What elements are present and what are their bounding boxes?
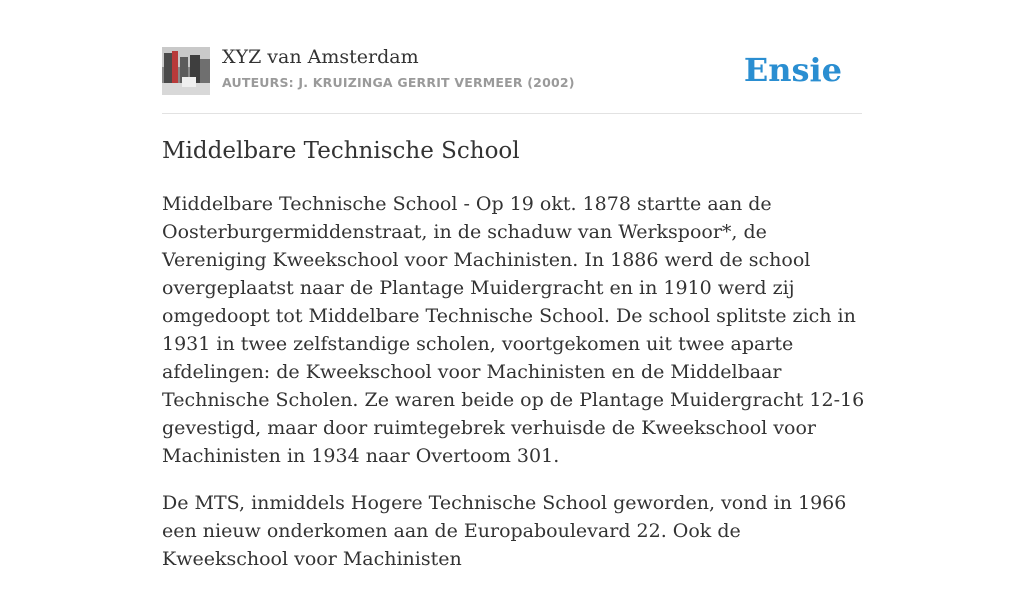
article-body	[162, 190, 867, 592]
article-heading: Middelbare Technische School	[162, 138, 520, 164]
header-divider	[162, 113, 862, 114]
book-title[interactable]: XYZ van Amsterdam	[222, 46, 419, 68]
book-cover-icon	[162, 47, 210, 95]
book-cover-avatar[interactable]	[162, 47, 210, 95]
article-paragraph: De MTS, inmiddels Hogere Technische School geworden, vond in 1966 een nieuw onderkomen aan de Europaboulevard 22. Ook de Kweekschool voor Machinisten	[162, 492, 847, 570]
book-authors: AUTEURS: J. KRUIZINGA GERRIT VERMEER (2002)	[222, 75, 575, 90]
article-paragraph: Middelbare Technische School - Op 19 okt. 1878 startte aan de Oosterburgermiddenstraat, in de schaduw van Werkspoor*, de Vereniging Kweekschool voor Machinisten. In 1886 werd de school overgeplaatst naar de Plantage Muidergracht en in 1910 werd zij omgedoopt tot Middelbare Technische School. De school splitste zich in 1931 in twee zelfstandige scholen, voortgekomen uit twee aparte afdelingen: de Kweekschool voor Machinisten en de Middelbaar Technische Scholen. Ze waren beide op de Plantage Muidergracht 12-16 gevestigd, maar door ruimtegebrek verhuisde de Kweekschool voor Machinisten in 1934 naar Overtoom 301.	[162, 193, 865, 467]
ensie-logo[interactable]: Ensie	[743, 51, 842, 89]
header	[162, 46, 862, 96]
